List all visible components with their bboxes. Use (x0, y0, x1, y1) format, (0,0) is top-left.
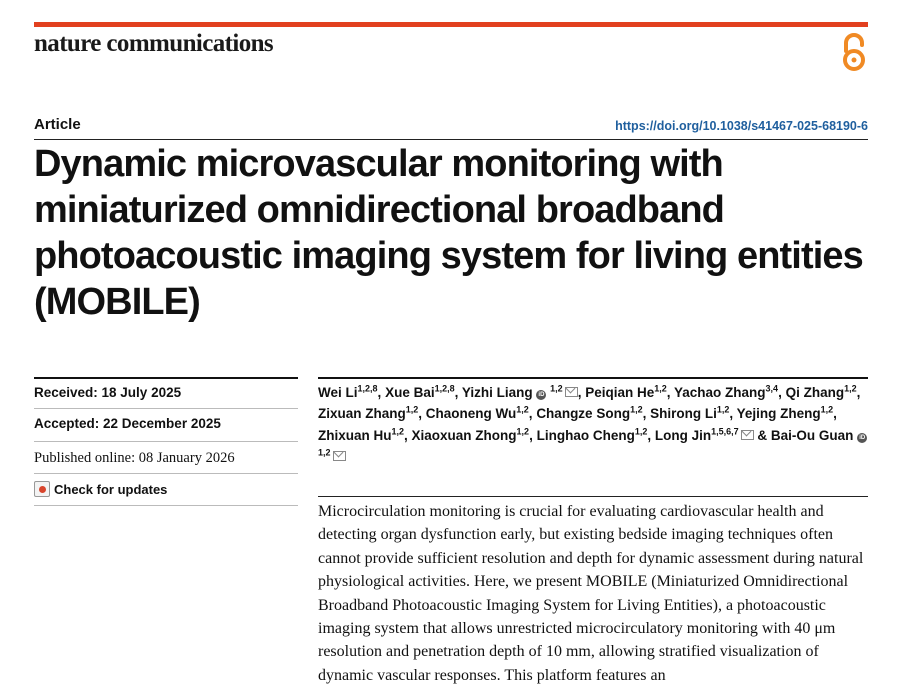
author-affiliation: 1,2,8 (357, 383, 378, 394)
journal-accent-bar (34, 22, 868, 27)
author-name[interactable]: Xue Bai (385, 385, 435, 400)
author-affiliation: 1,5,6,7 (711, 426, 739, 437)
author-affiliation: 1,2 (716, 404, 730, 415)
author-name[interactable]: Long Jin (654, 427, 712, 443)
author-name[interactable]: Zixuan Zhang (318, 406, 406, 422)
author-affiliation: 1,2 (844, 383, 857, 394)
author-affiliation: 1,2 (516, 404, 529, 415)
author-name[interactable]: Qi Zhang (785, 385, 845, 400)
published-date: Published online: 08 January 2026 (34, 450, 235, 466)
author-name[interactable]: Linghao Cheng (536, 427, 635, 443)
author-affiliation: 1,2 (654, 383, 667, 394)
open-access-icon (840, 32, 868, 72)
email-icon[interactable] (741, 430, 754, 440)
date-separator (34, 473, 298, 474)
check-updates-label: Check for updates (54, 481, 168, 497)
author-affiliation: 1,2 (318, 447, 331, 458)
orcid-icon[interactable]: iD (859, 434, 866, 441)
abstract-divider (318, 496, 868, 497)
author-affiliation: 1,2 (550, 383, 563, 394)
date-separator (34, 505, 298, 506)
author-name[interactable]: Yizhi Liang (461, 385, 533, 400)
date-separator (34, 441, 298, 442)
accepted-date: Accepted: 22 December 2025 (34, 416, 221, 431)
author-name[interactable]: Chaoneng Wu (425, 406, 517, 422)
author-affiliation: 1,2 (820, 404, 834, 415)
author-affiliation: 1,2 (516, 426, 530, 437)
author-affiliation: 1,2 (634, 426, 648, 437)
check-updates-button[interactable] (34, 481, 167, 497)
title-divider (34, 139, 868, 140)
author-name[interactable]: Yachao Zhang (674, 385, 766, 400)
abstract-text: Microcirculation monitoring is crucial for evaluating cardiovascular health and detecting organ dysfunction early, but existing bedside imaging techniques often cannot provide sufficient resolution and depth for dynamic assessment during natural physiological activities. Here, we present MOBILE (Miniaturized Omnidirectional Broadband Photoacoustic Imaging System for Living Entities), a photoacoustic imaging system that allows unrestricted microcirculatory monitoring with 40 μm resolution and penetration depth of 10 mm, allowing stratified visualization of dynamic vascular responses. This platform features an (318, 503, 864, 684)
author-name[interactable]: Yejing Zheng (736, 406, 821, 422)
check-updates-icon (34, 481, 50, 497)
author-name[interactable]: Shirong Li (650, 406, 717, 422)
author-name[interactable]: Zhixuan Hu (318, 427, 392, 443)
author-name[interactable]: Xiaoxuan Zhong (411, 427, 517, 443)
author-affiliation: 1,2 (391, 426, 405, 437)
email-icon[interactable] (565, 387, 578, 397)
article-title: Dynamic microvascular monitoring with miniaturized omnidirectional broadband photoacoustic imaging system for living entities (MOBILE) (34, 143, 863, 323)
author-name[interactable]: Peiqian He (585, 385, 655, 400)
doi-link[interactable]: https://doi.org/10.1038/s41467-025-68190-6 (615, 119, 868, 133)
author-name[interactable]: Wei Li (318, 385, 358, 400)
author-affiliation: 1,2 (405, 404, 419, 415)
author-affiliation: 1,2 (630, 404, 643, 415)
article-type: Article (34, 116, 81, 133)
dates-divider (34, 377, 298, 379)
email-icon[interactable] (333, 451, 346, 461)
journal-name[interactable]: nature communications (34, 30, 274, 57)
authors-divider (318, 377, 868, 379)
author-name[interactable]: Changze Song (536, 406, 631, 422)
received-date: Received: 18 July 2025 (34, 385, 182, 400)
author-affiliation: 1,2,8 (434, 383, 455, 394)
author-list: Wei Li$^{1,2,8}$, Xue Bai$^{1,2,8}$, Yizhi Liang iD $^{1,2}$ , Peiqian He$^{1,2}$, Yachao Zhang$^{3,4}$, Qi Zhang$^{1,2}$, Zixuan Zhang$^{1,2}$, Chaoneng Wu$^{1,2}$, Changze Song$^{1,2}$, Shirong Li$^{1,2}$, Yejing Zheng$^{1,2}$, Zhixuan Hu$^{1,2}$, Xiaoxuan Zhong$^{1,2}$, Linghao Cheng$^{1,2}$, Long Jin$^{1,5,6,7}$ & Bai-Ou Guan iD $^{1,2}$ (318, 382, 868, 467)
date-separator (34, 408, 298, 409)
author-name[interactable]: Bai-Ou Guan (770, 427, 854, 443)
author-affiliation: 3,4 (765, 383, 779, 394)
orcid-icon[interactable]: iD (538, 392, 545, 398)
